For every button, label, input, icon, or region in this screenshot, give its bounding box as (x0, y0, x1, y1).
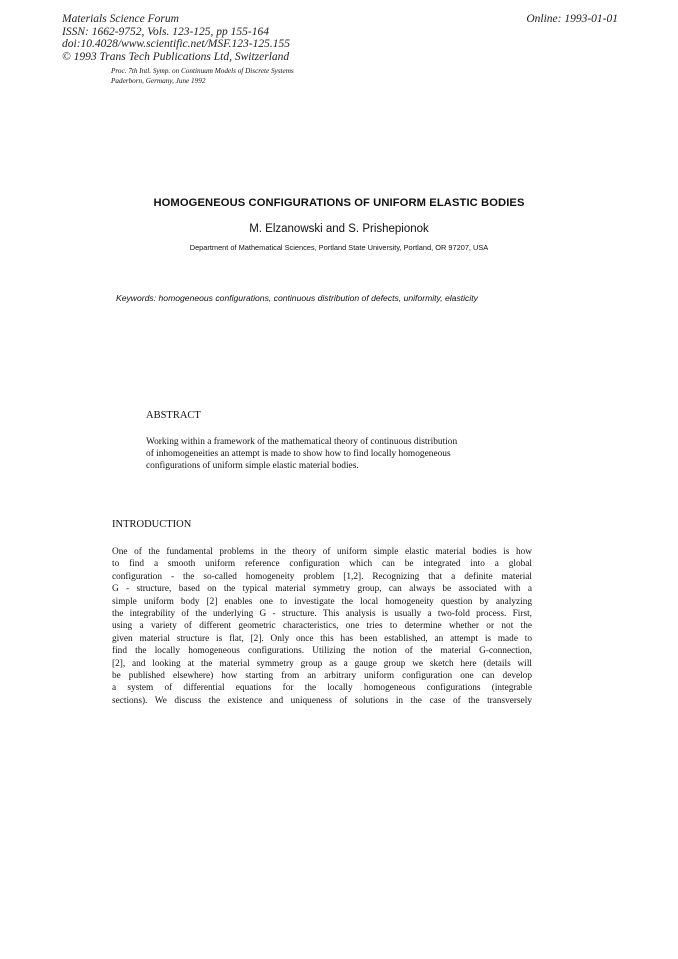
introduction-heading: INTRODUCTION (112, 519, 192, 530)
conference-line-1: Proc. 7th Intl. Symp. on Continuum Models of Discrete Systems (111, 67, 294, 75)
intro-line: find the locally homogeneous configurations. Utilizing the notion of the material G-connection, (112, 646, 532, 657)
paper-title: HOMOGENEOUS CONFIGURATIONS OF UNIFORM ELASTIC BODIES (153, 197, 525, 209)
intro-line: the integrability of the underlying G - structure. This analysis is usually a two-fold process. First, (112, 608, 532, 619)
paper-authors: M. Elzanowski and S. Prishepionok (249, 223, 429, 235)
intro-line: be published elsewhere) how starting from an arbitrary uniform configuration one can develop (112, 670, 532, 681)
intro-line: [2], and looking at the material symmetry group as a gauge group we sketch here (details will (112, 658, 532, 669)
online-date: Online: 1993-01-01 (526, 13, 618, 25)
abstract-line: Working within a framework of the mathematical theory of continuous distribution (146, 437, 458, 447)
intro-line: simple uniform body [2] enables one to investigate the local homogeneity question by analyzing (112, 596, 532, 607)
intro-line: configuration - the so-called homogeneity problem [1,2]. Recognizing that a definite material (112, 571, 532, 582)
doi-line: doi:10.4028/www.scientific.net/MSF.123-125.155 (62, 38, 290, 50)
abstract-line: configurations of uniform simple elastic material bodies. (146, 461, 359, 472)
copyright-line: © 1993 Trans Tech Publications Ltd, Switzerland (62, 50, 290, 63)
journal-name: Materials Science Forum (62, 13, 179, 25)
intro-line: G - structure, based on the typical material symmetry group, can always be associated with a (112, 584, 532, 595)
intro-line: sections). We discuss the existence and uniqueness of solutions in the case of the transversely (112, 695, 532, 706)
conference-note (111, 66, 294, 86)
conference-line-2: Paderborn, Germany, June 1992 (111, 77, 206, 85)
intro-line: given material structure is flat, [2]. Only once this has been established, an attempt is made to (112, 633, 532, 644)
paper-keywords: Keywords: homogeneous configurations, continuous distribution of defects, uniformity, elasticity (116, 293, 478, 303)
intro-line: One of the fundamental problems in the theory of uniform simple elastic material bodies is how (112, 547, 532, 557)
intro-line: using a variety of different geometric characteristics, one tries to determine whether or not the (112, 621, 532, 632)
publication-header (62, 13, 290, 63)
issn-line: ISSN: 1662-9752, Vols. 123-125, pp 155-164 (62, 25, 269, 38)
introduction-body (112, 546, 532, 707)
paper-affiliation: Department of Mathematical Sciences, Portland State University, Portland, OR 97207, USA (189, 243, 489, 252)
intro-line: a system of differential equations for the locally homogeneous configurations (integrable (112, 683, 532, 694)
intro-line: to find a smooth uniform reference configuration which can be integrated into a global (112, 559, 532, 570)
abstract-line: of inhomogeneities an attempt is made to show how to find locally homogeneous (146, 449, 451, 460)
abstract-body (146, 436, 457, 473)
abstract-heading: ABSTRACT (146, 410, 201, 421)
